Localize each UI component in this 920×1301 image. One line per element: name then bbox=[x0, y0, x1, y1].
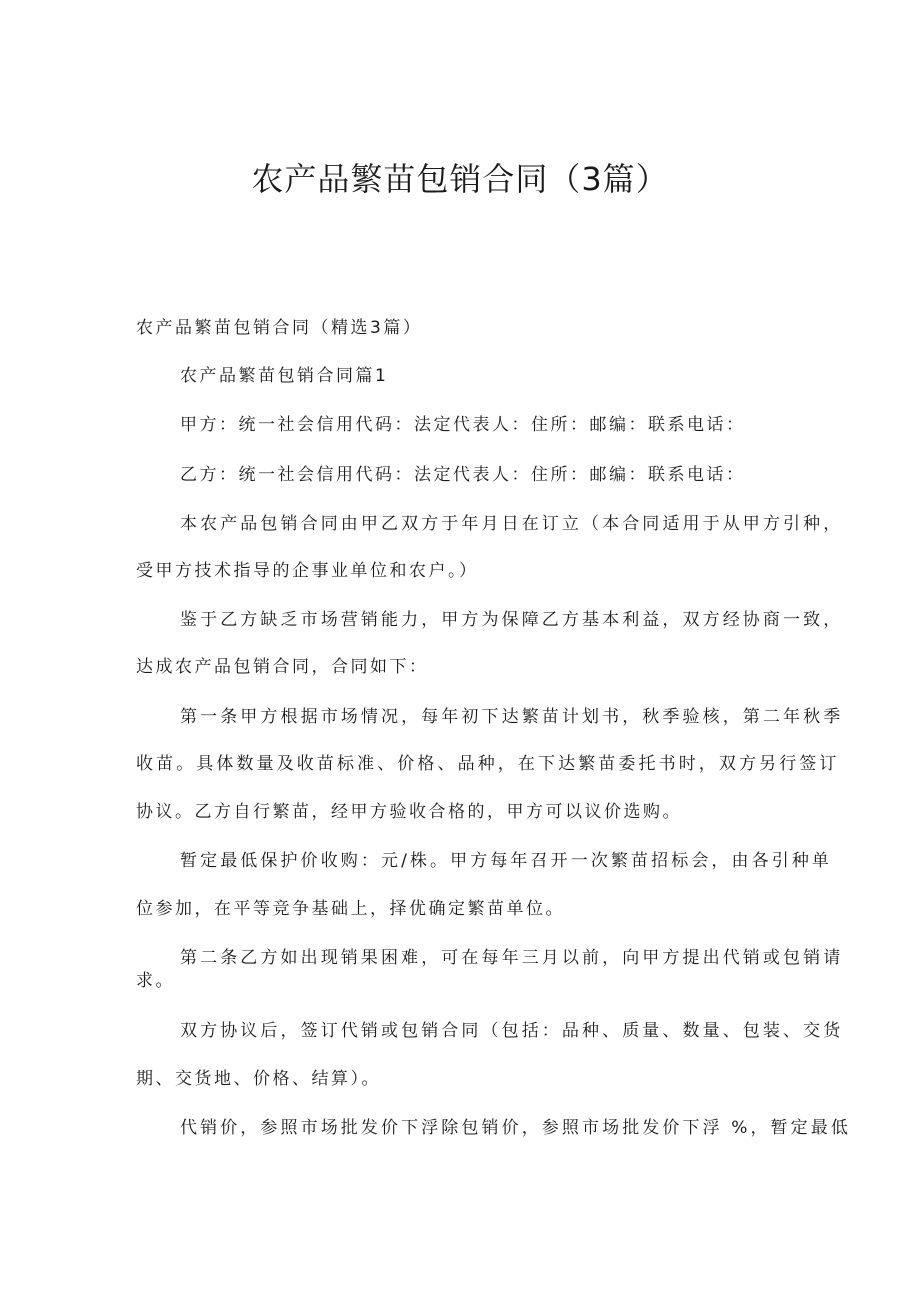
party-b-line: 乙方：统一社会信用代码：法定代表人：住所：邮编：联系电话： bbox=[180, 465, 746, 485]
paragraph-line: 第一条甲方根据市场情况，每年初下达繁苗计划书，秋季验核，第二年秋季 bbox=[180, 707, 844, 727]
paragraph-line: 求。 bbox=[136, 971, 175, 991]
paragraph-line: 位参加，在平等竞争基础上，择优确定繁苗单位。 bbox=[136, 899, 565, 919]
party-a-line: 甲方：统一社会信用代码：法定代表人：住所：邮编：联系电话： bbox=[180, 415, 746, 435]
paragraph-line: 受甲方技术指导的企事业单位和农户。） bbox=[136, 561, 479, 581]
paragraph-line: 代销价，参照市场批发价下浮除包销价，参照市场批发价下浮 %，暂定最低 bbox=[180, 1118, 851, 1138]
paragraph-line: 收苗。具体数量及收苗标准、价格、品种，在下达繁苗委托书时，双方另行签订 bbox=[136, 754, 840, 774]
section-heading: 农产品繁苗包销合同篇1 bbox=[180, 366, 389, 386]
document-subtitle: 农产品繁苗包销合同（精选3篇） bbox=[136, 318, 423, 338]
paragraph-line: 协议。乙方自行繁苗，经甲方验收合格的，甲方可以议价选购。 bbox=[136, 802, 682, 822]
document-title: 农产品繁苗包销合同（3篇） bbox=[251, 160, 669, 198]
paragraph-line: 暂定最低保护价收购：元/株。甲方每年召开一次繁苗招标会，由各引种单 bbox=[180, 851, 833, 871]
paragraph-line: 第二条乙方如出现销果困难，可在每年三月以前，向甲方提出代销或包销请 bbox=[180, 948, 844, 968]
paragraph-line: 双方协议后，签订代销或包销合同（包括：品种、质量、数量、包装、交货 bbox=[180, 1021, 844, 1041]
paragraph-line: 期、交货地、价格、结算）。 bbox=[136, 1069, 381, 1089]
paragraph-line: 本农产品包销合同由甲乙双方于年月日在订立（本合同适用于从甲方引种， bbox=[180, 514, 844, 534]
paragraph-line: 达成农产品包销合同，合同如下： bbox=[136, 657, 429, 677]
paragraph-line: 鉴于乙方缺乏市场营销能力，甲方为保障乙方基本利益，双方经协商一致， bbox=[180, 610, 844, 630]
